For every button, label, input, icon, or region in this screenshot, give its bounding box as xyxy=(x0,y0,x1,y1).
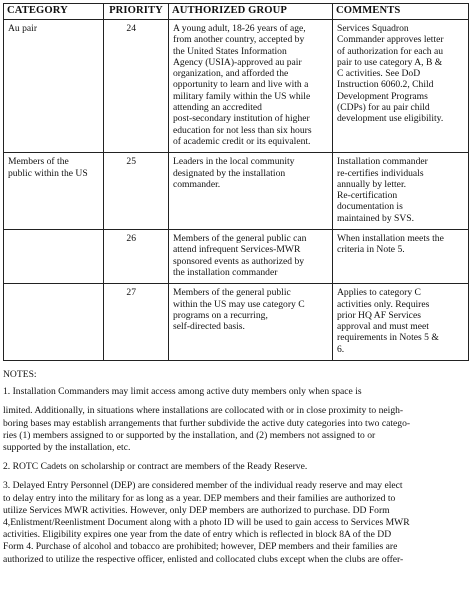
comments-cell-line: (CDPs) for au pair child xyxy=(337,102,430,114)
table-row xyxy=(4,230,469,284)
document-page xyxy=(3,3,468,573)
category-cell-line: Members of the xyxy=(8,156,69,168)
notes-title: NOTES: xyxy=(3,369,37,381)
category-cell xyxy=(4,20,104,153)
category-cell-line: Au pair xyxy=(8,23,38,34)
comments-cell-line: requirements in Notes 5 & xyxy=(337,332,439,344)
comments-cell-line: Applies to category C xyxy=(337,287,421,299)
comments-cell-line: approval and must meet xyxy=(337,321,429,333)
header-authorized-group: AUTHORIZED GROUP xyxy=(169,4,333,20)
note-line: activities. Eligibility expires one year from the date of entry which is reflected in block 8A of the DD xyxy=(3,529,392,541)
comments-cell-line: Commander approves letter xyxy=(337,34,444,46)
comments-cell-line: documentation is xyxy=(337,201,403,213)
authorized-group-cell-line: commander. xyxy=(173,178,221,190)
comments-cell-line: development use eligibility. xyxy=(337,113,444,125)
comments-cell xyxy=(333,284,469,361)
note-line: 4,Enlistment/Reenlistment Document along with a photo ID will be used to gain access to Services MWR xyxy=(3,517,410,529)
authorized-group-cell-line: Agency (USIA)-approved au pair xyxy=(173,56,302,68)
note-line: 3. Delayed Entry Personnel (DEP) are considered member of the individual ready reserve and may elect xyxy=(3,480,403,492)
table-row xyxy=(4,20,469,153)
note-paragraph xyxy=(3,480,468,565)
priority-cell: 25 xyxy=(104,153,169,230)
note-line: ries (1) members assigned to or supported by the installation, and (2) members not assigned to or xyxy=(3,429,376,441)
comments-cell-line: re-certifies individuals xyxy=(337,167,424,179)
comments-cell-line: maintained by SVS. xyxy=(337,212,415,224)
comments-cell-line: pair to use category A, B & xyxy=(337,56,443,68)
note-paragraph xyxy=(3,405,468,454)
note-line: authorized to utilize the respective officer, enlisted and collocated clubs except when the clubs are offer- xyxy=(3,553,404,565)
authorized-group-cell-line: attend infrequent Services-MWR xyxy=(173,244,301,256)
comments-cell xyxy=(333,153,469,230)
authorized-group-cell-line: Members of the general public can xyxy=(173,233,307,245)
header-category: CATEGORY xyxy=(4,4,104,20)
comments-cell-line: Services Squadron xyxy=(337,23,409,34)
authorized-group-cell-line: Leaders in the local community xyxy=(173,156,295,168)
table-row xyxy=(4,284,469,361)
authorized-group-cell-line: organization, and afforded the xyxy=(173,68,289,80)
authorized-group-cell-line: attending an accredited xyxy=(173,102,262,114)
authorized-group-cell-line: programs on a recurring, xyxy=(173,309,268,321)
comments-cell-line: When installation meets the xyxy=(337,233,444,245)
note-line: 1. Installation Commanders may limit access among active duty members only when space is xyxy=(3,386,362,398)
authorized-group-cell xyxy=(169,20,333,153)
comments-cell-line: activities only. Requires xyxy=(337,298,430,310)
note-line: 2. ROTC Cadets on scholarship or contract are members of the Ready Reserve. xyxy=(3,461,308,473)
authorized-group-cell-line: within the US may use category C xyxy=(173,298,305,310)
note-line: Form 4. Purchase of alcohol and tobacco are prohibited; however, DEP members and their families are xyxy=(3,541,398,553)
category-cell xyxy=(4,230,104,284)
category-cell-line: public within the US xyxy=(8,167,88,179)
authorized-group-cell xyxy=(169,284,333,361)
note-line: boring bases may establish arrangements that further subdivide the active duty categories into two catego- xyxy=(3,417,411,429)
note-line: utilize Services MWR activities. However, only DEP members are authorized to purchase. DD Form xyxy=(3,504,390,516)
priority-cell: 26 xyxy=(104,230,169,284)
authorized-group-cell-line: opportunity to learn and live with a xyxy=(173,79,309,91)
authorized-group-cell-line: post-secondary institution of higher xyxy=(173,113,310,125)
header-comments: COMMENTS xyxy=(333,4,469,20)
note-paragraph xyxy=(3,461,468,473)
comments-cell-line: Re-certification xyxy=(337,190,398,202)
comments-cell-line: prior HQ AF Services xyxy=(337,309,421,321)
authorized-group-cell-line: the installation commander xyxy=(173,266,278,278)
authorized-group-cell-line: sponsored events as authorized by xyxy=(173,255,305,267)
note-line: to delay entry into the military for as long as a year. DEP members and their families are authorized to xyxy=(3,492,396,504)
comments-cell-line: C activities. See DoD xyxy=(337,68,421,80)
comments-cell xyxy=(333,230,469,284)
note-paragraph xyxy=(3,386,468,398)
category-cell xyxy=(4,284,104,361)
comments-cell-line: Installation commander xyxy=(337,156,428,168)
authorized-group-cell-line: of academic credit or its equivalent. xyxy=(173,135,311,147)
authorized-group-cell-line: military family within the US while xyxy=(173,90,311,102)
table-row xyxy=(4,153,469,230)
notes-body xyxy=(3,386,468,566)
comments-cell-line: Instruction 6060.2, Child xyxy=(337,79,434,91)
priority-cell: 27 xyxy=(104,284,169,361)
comments-cell-line: Development Programs xyxy=(337,90,428,102)
authorized-group-cell-line: the United States Information xyxy=(173,45,287,57)
notes-section xyxy=(3,369,468,566)
comments-cell xyxy=(333,20,469,153)
authorization-table xyxy=(3,3,469,361)
authorized-group-cell xyxy=(169,153,333,230)
authorized-group-cell-line: from another country, accepted by xyxy=(173,34,305,46)
authorized-group-cell-line: Members of the general public xyxy=(173,287,291,299)
comments-cell-line: criteria in Note 5. xyxy=(337,244,405,256)
authorized-group-cell-line: self-directed basis. xyxy=(173,321,245,333)
note-line: limited. Additionally, in situations where installations are collocated with or in close proximity to neigh- xyxy=(3,405,404,417)
authorized-group-cell-line: designated by the installation xyxy=(173,167,286,179)
header-priority: PRIORITY xyxy=(104,4,169,20)
table-body xyxy=(4,20,469,361)
comments-cell-line: annually by letter. xyxy=(337,178,407,190)
comments-cell-line: of authorization for each au xyxy=(337,45,444,57)
note-line: supported by the installation, etc. xyxy=(3,442,131,454)
authorized-group-cell-line: A young adult, 18-26 years of age, xyxy=(173,23,306,34)
table-header-row xyxy=(4,4,469,20)
priority-cell: 24 xyxy=(104,20,169,153)
authorized-group-cell-line: education for not less than six hours xyxy=(173,124,312,136)
authorized-group-cell xyxy=(169,230,333,284)
category-cell xyxy=(4,153,104,230)
comments-cell-line: 6. xyxy=(337,343,345,355)
